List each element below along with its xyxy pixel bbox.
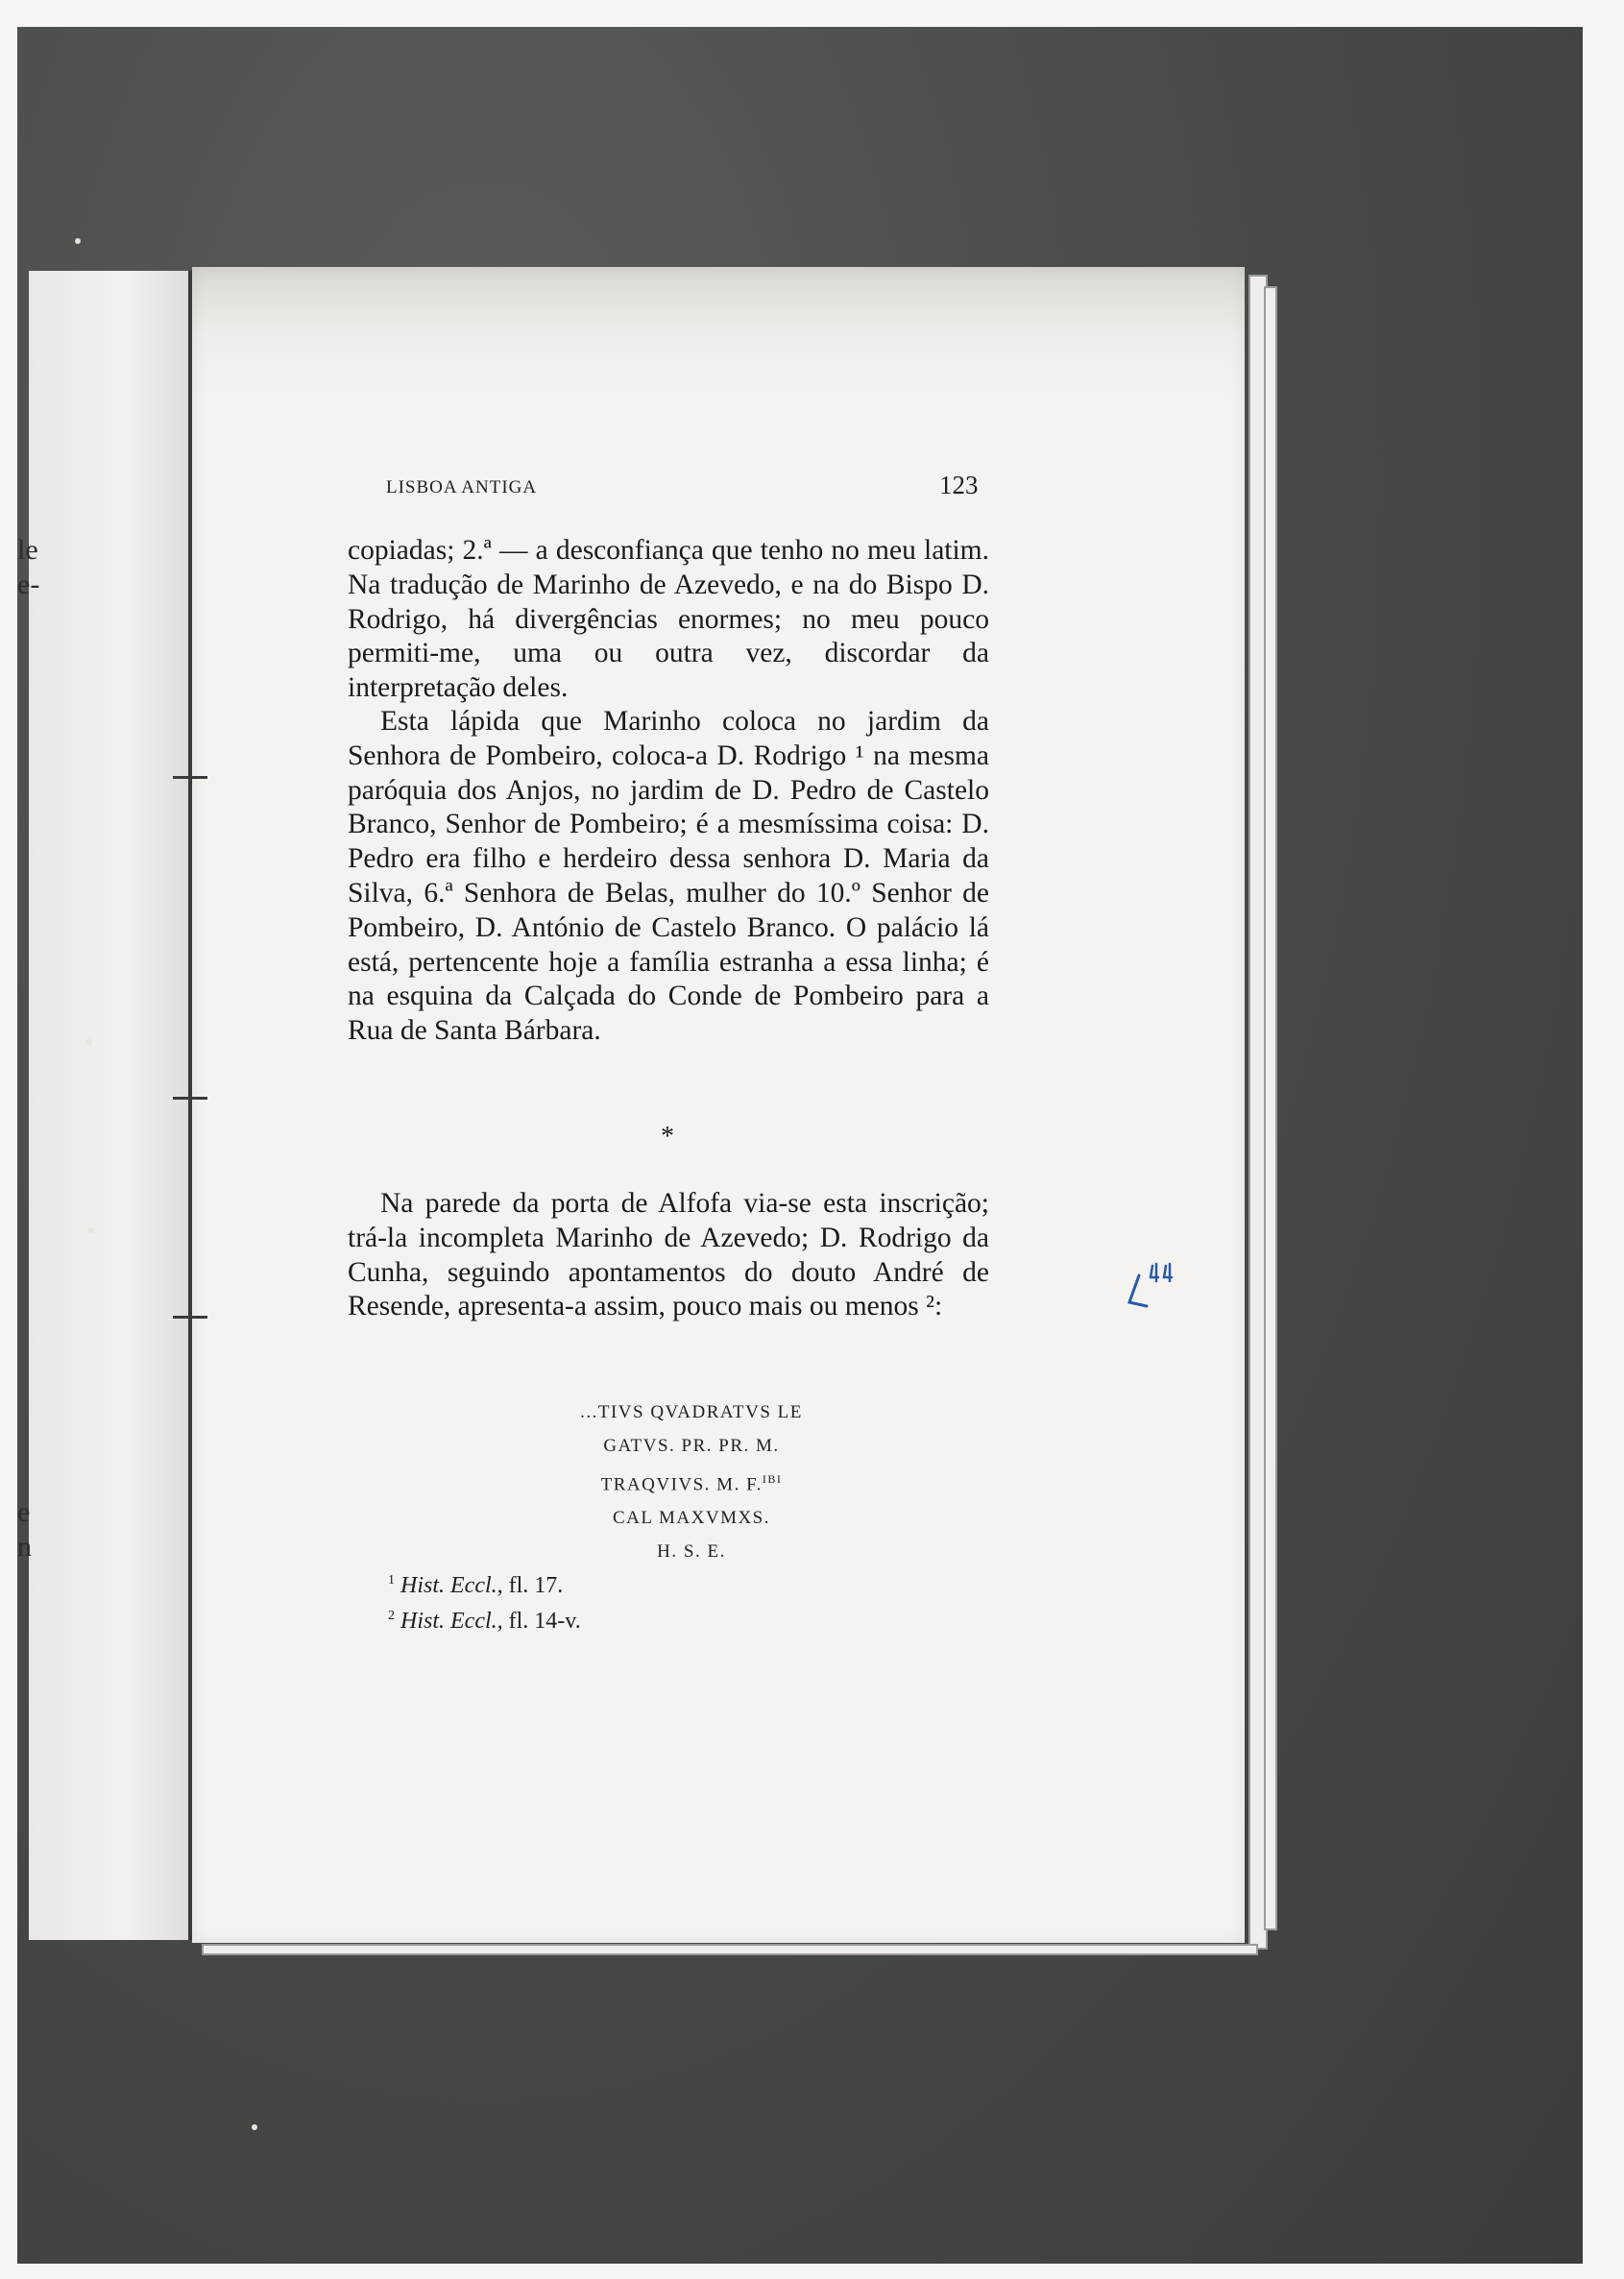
left-page-fragment: e — [17, 1496, 31, 1528]
footnote-mark: 1 — [388, 1573, 395, 1588]
footnote — [388, 1601, 772, 1637]
book-page — [192, 267, 1245, 1943]
scan-margin-bottom — [0, 2264, 1624, 2279]
latin-inscription — [519, 1395, 864, 1568]
handwritten-annotation — [1126, 1260, 1183, 1318]
footnote-ref: fl. 14-v. — [508, 1609, 581, 1634]
inscription-line-text: TRAQVIVS. M. F. — [600, 1474, 763, 1495]
left-page-fragment: le — [17, 534, 38, 566]
page-edge-bottom — [202, 1944, 1258, 1955]
footnote-title: Hist. Eccl., — [400, 1609, 503, 1634]
left-page-fragment: e- — [17, 569, 40, 600]
paragraph-text: Esta lápida que Marinho coloca no jardim da Senhora de Pombeiro, coloca-a D. Rodrigo ¹ na mesma paróquia dos Anjos, no jardim de D. Pedro de Castelo Branco, Senhor de Pombeiro; é a mesmíssima coisa: D. Pedro era filho e herdeiro dessa senhora D. Maria da Silva, 6.ª Senhora de Belas, mulher do 10.º Senhor de Pombeiro, D. António de Castelo Branco. O palácio lá está, pertencente hoje a família estranha a essa linha; é na esquina da Calçada do Conde de Pombeiro para a Rua de Santa Bárbara. — [348, 706, 989, 1047]
left-page-fragment: n — [17, 1531, 32, 1563]
page-number: 123 — [939, 471, 979, 499]
spine-tick — [173, 1097, 207, 1100]
page-edge — [1264, 286, 1277, 1930]
footnote-mark: 2 — [388, 1609, 395, 1623]
dust-speck — [88, 1227, 94, 1233]
dust-speck — [252, 2124, 257, 2130]
scan-margin-right — [1583, 0, 1624, 2279]
inscription-line: CAL MAXVMXS. — [612, 1508, 771, 1529]
inscription-line: H. S. E. — [657, 1541, 726, 1563]
spine-tick — [173, 1316, 207, 1319]
footnotes — [388, 1565, 772, 1637]
dust-speck — [75, 238, 81, 244]
inscription-line: ...TIVS QVADRATVS LE — [580, 1402, 803, 1422]
inscription-superscript: IBI — [762, 1472, 783, 1486]
footnote-ref: fl. 17. — [508, 1573, 564, 1598]
paragraph-text: Na parede da porta de Alfofa via-se esta inscrição; trá-la incompleta Marinho de Azevedo; D. Rodrigo da Cunha, seguindo apontamentos do douto André de Resende, apresenta-a assim, pouco mais ou menos ²: — [348, 1188, 989, 1322]
paragraph-1 — [348, 534, 989, 706]
left-facing-page — [29, 271, 194, 1940]
footnote — [388, 1565, 772, 1601]
spine-tick — [173, 776, 207, 779]
section-separator: * — [661, 1122, 674, 1152]
paragraph-text: copiadas; 2.ª — a desconfiança que tenho no meu latim. Na tradução de Marinho de Azevedo, e na do Bispo D. Rodrigo, há divergências enormes; no meu pouco permiti-me, uma ou outra vez, discordar da interpretação deles. — [348, 535, 989, 704]
inscription-line: GATVS. PR. PR. M. — [603, 1436, 780, 1456]
running-head: LISBOA ANTIGA — [386, 477, 538, 497]
paragraph-2 — [348, 705, 989, 1049]
book-spine — [188, 271, 192, 1940]
inscription-line — [519, 1463, 864, 1501]
dust-speck — [86, 1039, 92, 1045]
footnote-title: Hist. Eccl., — [400, 1573, 503, 1598]
paragraph-3 — [348, 1187, 989, 1324]
